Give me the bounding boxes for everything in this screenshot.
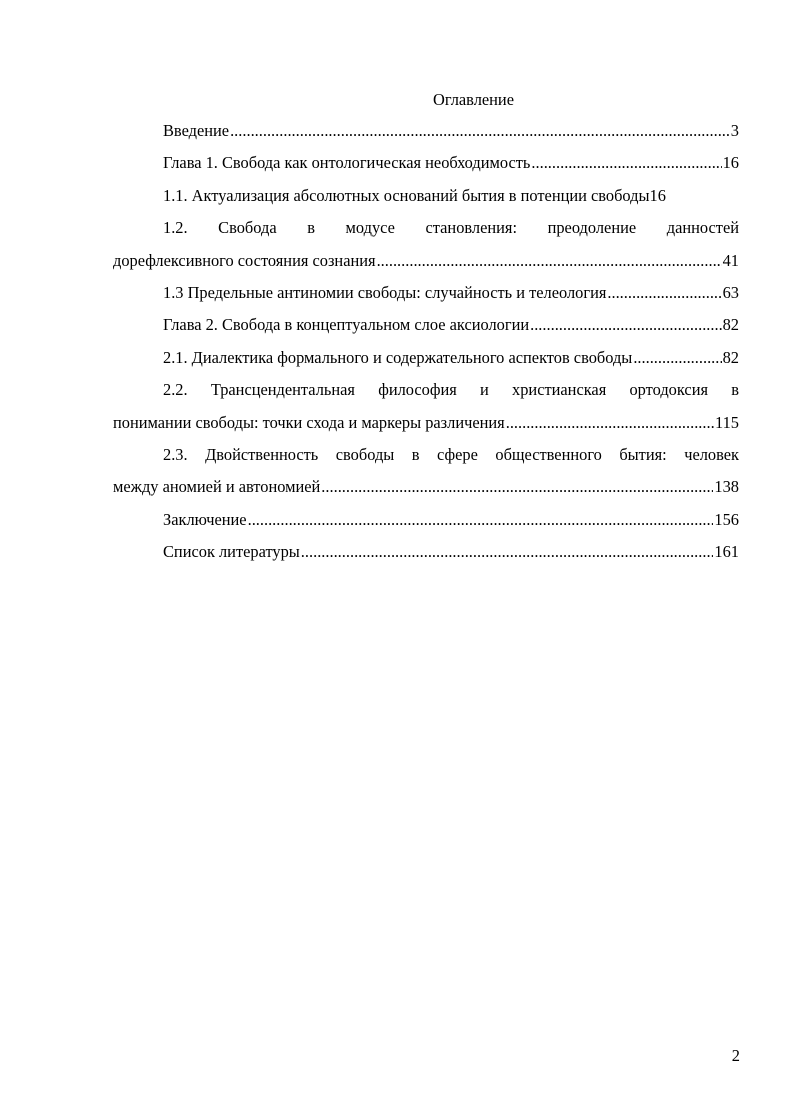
- toc-entry-page: 41: [722, 250, 739, 270]
- toc-entry-text: 1.1. Актуализация абсолютных оснований бытия в потенции свободы: [163, 185, 650, 205]
- toc-entry-section-1-1[interactable]: [113, 185, 739, 217]
- toc-entry-text: Глава 1. Свобода как онтологическая необходимость: [163, 153, 531, 173]
- toc-leader-dots: [530, 314, 722, 336]
- toc-entry-page: 63: [722, 282, 739, 302]
- toc-entry-text: Заключение: [163, 509, 247, 529]
- toc-entry-text: Введение: [163, 121, 230, 140]
- toc-entry-text-cont: понимании свободы: точки схода и маркеры различения: [113, 412, 505, 432]
- toc-entry-conclusion[interactable]: [113, 509, 739, 541]
- toc-entry-bibliography[interactable]: [113, 541, 739, 573]
- toc-leader-dots: [301, 541, 714, 563]
- toc-entry-text: Глава 2. Свобода в концептуальном слое аксиологии: [163, 315, 530, 335]
- toc-entry-text: 1.2. Свобода в модусе становления: преодоление данностей: [163, 218, 739, 238]
- toc-entry-line-1: [113, 217, 739, 249]
- toc-entry-section-1-2[interactable]: [113, 217, 739, 282]
- toc-entry-page: 16: [649, 185, 666, 205]
- toc-leader-dots: [633, 347, 721, 369]
- toc-entry-text: 2.3. Двойственность свободы в сфере общественного бытия: человек: [163, 444, 739, 464]
- toc-entry-page: 138: [714, 477, 739, 497]
- toc-leader-dots: [321, 476, 713, 498]
- toc-entry-text: 1.3 Предельные антиномии свободы: случайность и телеология: [163, 282, 607, 302]
- toc-entry-line-1: [113, 444, 739, 476]
- toc-entry-page: 156: [714, 509, 739, 529]
- toc-entry-text: 2.1. Диалектика формального и содержательного аспектов свободы: [163, 347, 633, 367]
- toc-entry-introduction[interactable]: [113, 120, 739, 152]
- toc-title: Оглавление: [433, 90, 514, 109]
- toc-entry-line-2: [113, 412, 739, 444]
- toc-entry-page: 115: [715, 412, 739, 432]
- toc-entry-section-1-3[interactable]: [113, 282, 739, 314]
- toc-entry-line-2: [113, 476, 739, 508]
- table-of-contents: [113, 120, 739, 573]
- toc-entry-section-2-3[interactable]: [113, 444, 739, 509]
- toc-entry-chapter-2[interactable]: [113, 314, 739, 346]
- toc-entry-page: 82: [722, 315, 739, 335]
- toc-leader-dots: [248, 509, 714, 531]
- toc-entry-text-cont: между аномией и автономией: [113, 477, 321, 497]
- toc-leader-dots: [607, 282, 721, 304]
- toc-entry-section-2-1[interactable]: [113, 347, 739, 379]
- toc-entry-chapter-1[interactable]: [113, 152, 739, 184]
- page-number: 2: [731, 1046, 740, 1065]
- toc-leader-dots: [531, 152, 721, 174]
- toc-entry-text: 2.2. Трансцендентальная философия и христианская ортодоксия в: [163, 380, 739, 400]
- toc-entry-text: Список литературы: [163, 542, 300, 562]
- toc-entry-text-cont: дорефлексивного состояния сознания: [113, 250, 376, 270]
- toc-leader-dots: [377, 250, 722, 272]
- toc-entry-page: 82: [722, 347, 739, 367]
- toc-entry-page: 3: [730, 121, 739, 140]
- toc-entry-page: 161: [714, 542, 739, 562]
- toc-entry-section-2-2[interactable]: [113, 379, 739, 444]
- toc-leader-dots: [230, 120, 730, 142]
- toc-entry-line-1: [113, 379, 739, 411]
- toc-entry-line-2: [113, 250, 739, 282]
- toc-entry-page: 16: [722, 153, 739, 173]
- toc-leader-dots: [506, 412, 714, 434]
